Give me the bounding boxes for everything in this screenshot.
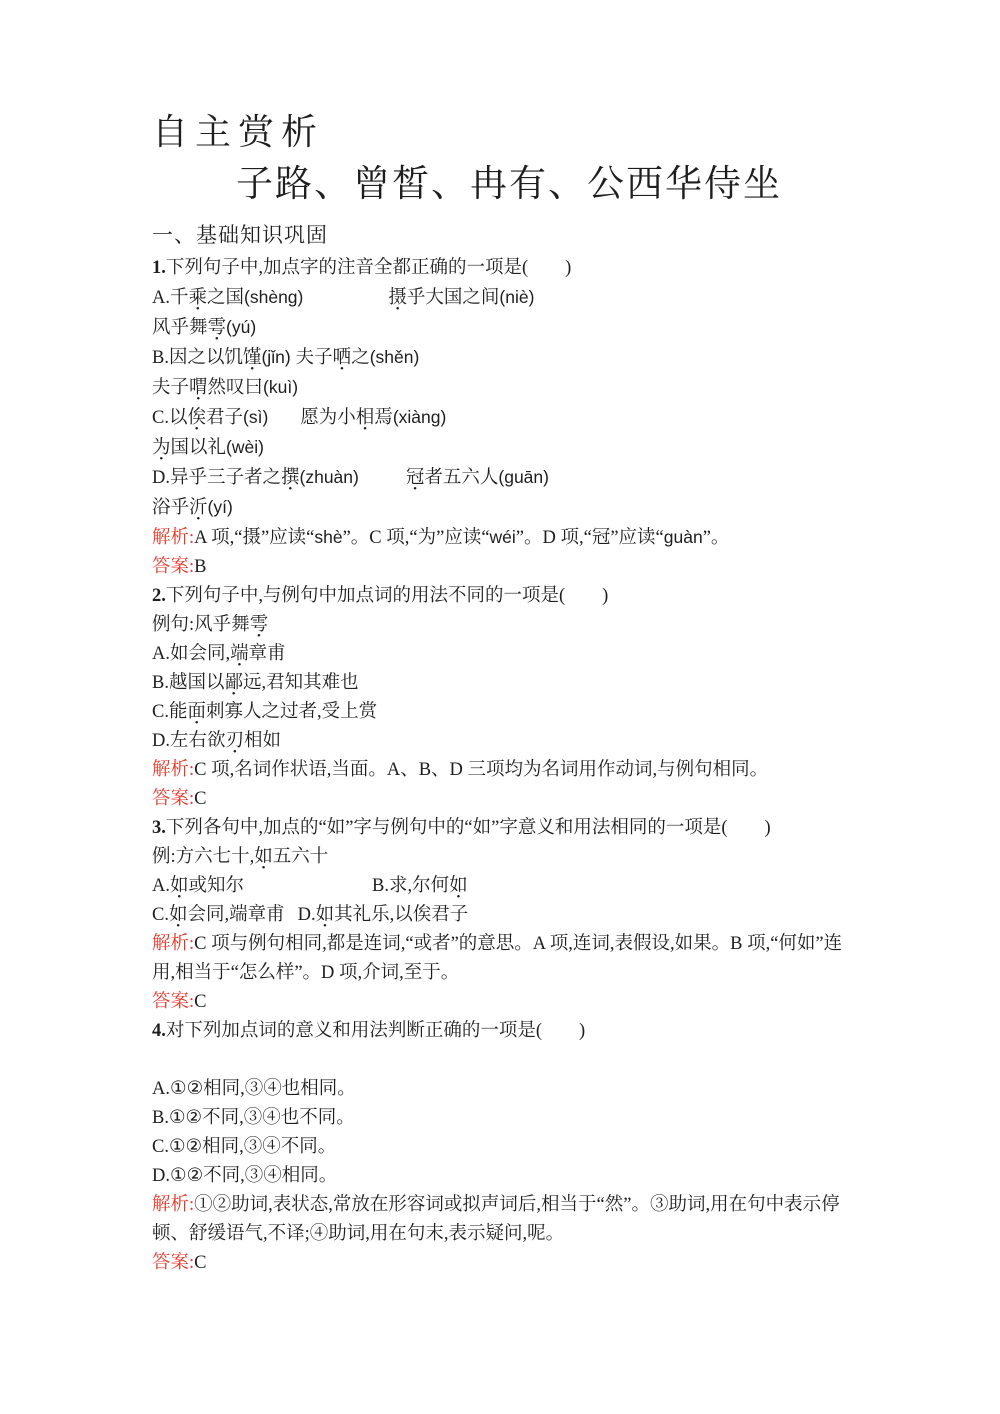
section-heading: 一、基础知识巩固 — [152, 223, 328, 248]
question-4-analysis-line — [152, 1191, 852, 1249]
answer-label: 答案: — [152, 556, 195, 577]
analysis-label: 解析: — [152, 527, 195, 548]
question-3-example: 例:方六七十,如五六十 — [152, 846, 329, 867]
question-2-answer: C — [194, 788, 207, 809]
analysis-label: 解析: — [152, 1194, 195, 1215]
question-3-answer-line — [152, 988, 852, 1017]
question-4-answer-line — [152, 1249, 852, 1278]
question-2-option-c: C.能面刺寡人之过者,受上赏 — [152, 701, 378, 722]
question-2-analysis-line — [152, 756, 852, 785]
question-2-option-d: D.左右欲刃相如 — [152, 730, 282, 751]
question-1-answer-line — [152, 553, 852, 582]
question-4-option-d: D.①②不同,③④相同。 — [152, 1165, 338, 1186]
question-1-option-b: B.因之以饥馑(jǐn) 夫子哂之(shěn) — [152, 346, 420, 368]
question-3-analysis-line — [152, 930, 852, 988]
question-2-answer-line — [152, 785, 852, 814]
question-4-option-c: C.①②相同,③④不同。 — [152, 1136, 337, 1157]
question-1-stem-line — [152, 254, 852, 283]
question-1-answer: B — [194, 556, 207, 577]
question-1-option-b-cont: 夫子喟然叹曰(kuì) — [152, 376, 299, 398]
question-2-option-b: B.越国以鄙远,君知其难也 — [152, 672, 359, 693]
question-2-stem: 下列句子中,与例句中加点词的用法不同的一项是( ) — [165, 585, 609, 606]
question-3-number: 3. — [152, 817, 166, 838]
question-3-options-ab: A.如或知尔 B.求,尔何如 — [152, 875, 468, 896]
question-4 — [152, 1017, 852, 1278]
analysis-label: 解析: — [152, 933, 195, 954]
question-4-option-b: B.①②不同,③④也不同。 — [152, 1107, 355, 1128]
question-1-option-d: D.异乎三子者之撰(zhuàn) 冠者五六人(guān) — [152, 466, 549, 488]
question-2-option-a: A.如会同,端章甫 — [152, 643, 286, 664]
question-4-answer: C — [194, 1252, 207, 1273]
question-2-analysis: C 项,名词作状语,当面。A、B、D 三项均为名词用作动词,与例句相同。 — [194, 759, 769, 780]
question-2-number: 2. — [152, 585, 166, 606]
question-1-option-d-cont: 浴乎沂(yí) — [152, 496, 233, 518]
question-4-blank-line — [152, 1046, 852, 1075]
question-3-stem-line — [152, 814, 852, 843]
question-1-analysis-line — [152, 523, 852, 553]
question-2-example: 例句:风乎舞雩 — [152, 614, 269, 635]
question-1-analysis: A 项,“摄”应读“shè”。C 项,“为”应读“wéi”。D 项,“冠”应读“guàn”。 — [194, 526, 730, 548]
question-3-options-cd: C.如会同,端章甫 D.如其礼乐,以俟君子 — [152, 904, 469, 925]
question-1-option-c: C.以俟君子(sì) 愿为小相焉(xiàng) — [152, 406, 447, 428]
question-4-stem: 对下列加点词的意义和用法判断正确的一项是( ) — [165, 1020, 586, 1041]
page-title: 自主赏析 — [152, 112, 325, 152]
answer-label: 答案: — [152, 788, 195, 809]
question-4-stem-line — [152, 1017, 852, 1046]
question-1-option-a-cont: 风乎舞雩(yú) — [152, 316, 257, 338]
analysis-label: 解析: — [152, 759, 195, 780]
question-1 — [152, 254, 852, 582]
question-1-option-a: A.千乘之国(shèng) 摄乎大国之间(niè) — [152, 286, 535, 308]
question-1-number: 1. — [152, 257, 166, 278]
lesson-title: 子路、曾皙、冉有、公西华侍坐 — [236, 164, 782, 205]
question-3-stem: 下列各句中,加点的“如”字与例句中的“如”字意义和用法相同的一项是( ) — [165, 817, 771, 838]
question-2-stem-line — [152, 582, 852, 611]
question-3-answer: C — [194, 991, 207, 1012]
answer-label: 答案: — [152, 991, 195, 1012]
question-3 — [152, 814, 852, 1017]
question-1-stem: 下列句子中,加点字的注音全都正确的一项是( ) — [165, 257, 572, 278]
question-3-analysis: C 项与例句相同,都是连词,“或者”的意思。A 项,连词,表假设,如果。B 项,“何如”连用,相当于“怎么样”。D 项,介词,至于。 — [152, 933, 843, 983]
question-4-analysis: ①②助词,表状态,常放在形容词或拟声词后,相当于“然”。③助词,用在句中表示停顿、舒缓语气,不译;④助词,用在句末,表示疑问,呢。 — [152, 1194, 840, 1244]
question-4-option-a: A.①②相同,③④也相同。 — [152, 1078, 356, 1099]
question-2 — [152, 582, 852, 814]
answer-label: 答案: — [152, 1252, 195, 1273]
question-4-number: 4. — [152, 1020, 166, 1041]
question-1-option-c-cont: 为国以礼(wèi) — [152, 436, 264, 458]
